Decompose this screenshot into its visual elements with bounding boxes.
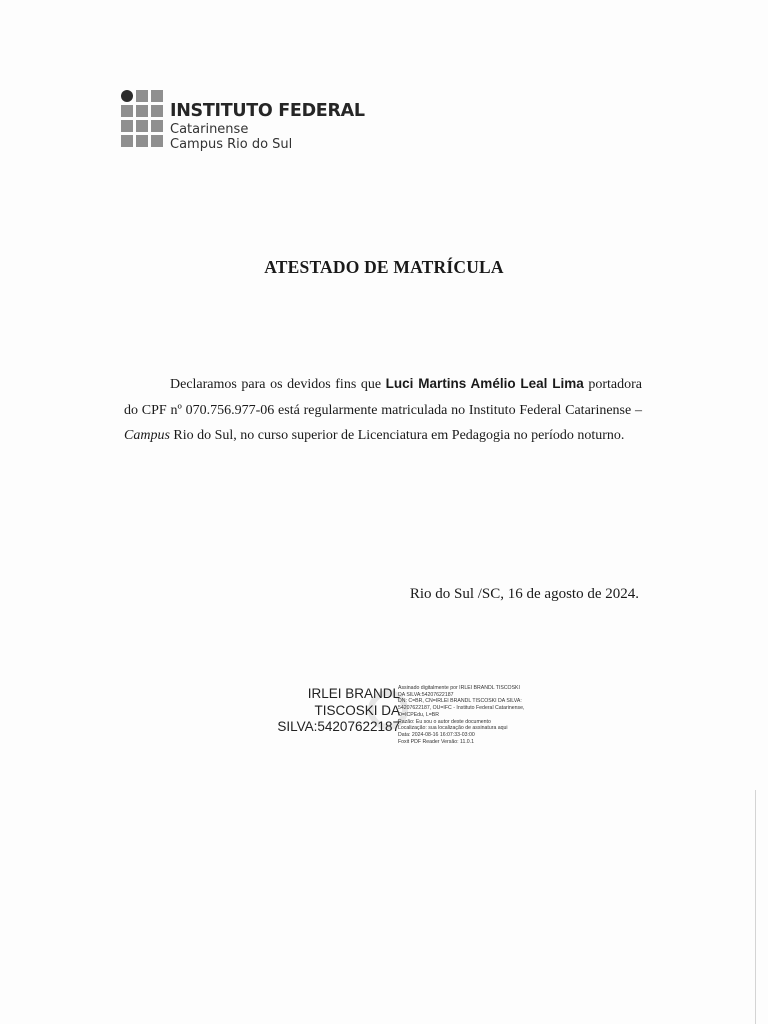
signature-details xyxy=(398,685,533,745)
signature-detail-line: DN: C=BR, CN=IRLEI BRANDL TISCOSKI DA SILVA: xyxy=(398,698,522,705)
signature-detail-line: DA SILVA:54207622187 xyxy=(398,691,454,698)
signer-name-line: TISCOSKI DA xyxy=(314,702,400,718)
logo-subtitle: Catarinense xyxy=(170,121,249,137)
body-text-3: Rio do Sul, no curso superior de Licenciatura em Pedagogia no período noturno. xyxy=(169,428,625,443)
body-text-2: portadora do CPF nº 070.756.977-06 está regularmente matriculada no Instituto Federal Catarinense – xyxy=(124,377,642,418)
signature-detail-line: Localização: sua localização de assinatura aqui xyxy=(398,725,508,732)
campus-word: Campus xyxy=(124,428,170,443)
signature-detail-line: 54207622187, OU=IFC - Instituto Federal Catarinense, xyxy=(398,705,525,712)
signature-detail-line: O=ICPEdu, L=BR xyxy=(398,711,439,718)
logo-campus: Campus Rio do Sul xyxy=(170,136,293,152)
student-name: Luci Martins Amélio Leal Lima xyxy=(385,376,584,391)
signature-detail-line: Foxit PDF Reader Versão: 11.0.1 xyxy=(398,738,475,745)
document-title: ATESTADO DE MATRÍCULA xyxy=(264,257,504,277)
scan-edge-line xyxy=(755,790,756,1024)
body-text-1: Declaramos para os devidos fins que xyxy=(170,377,386,392)
logo-title: INSTITUTO FEDERAL xyxy=(170,101,365,121)
signer-name xyxy=(262,686,400,736)
institution-logo xyxy=(121,90,365,151)
signature-detail-line: Data: 2024-08-16 16:07:33-03:00 xyxy=(398,731,475,738)
signer-name-line: IRLEI BRANDL xyxy=(307,686,400,701)
signer-name-line: SILVA:54207622187 xyxy=(277,719,400,734)
date-line: Rio do Sul /SC, 16 de agosto de 2024. xyxy=(409,586,639,602)
logo-mark-icon xyxy=(121,90,163,147)
body-paragraph xyxy=(124,371,642,449)
signature-detail-line: Razão: Eu sou o autor deste documento xyxy=(398,718,491,725)
signature-detail-line: Assinado digitalmente por IRLEI BRANDL TISCOSKI xyxy=(398,685,520,691)
